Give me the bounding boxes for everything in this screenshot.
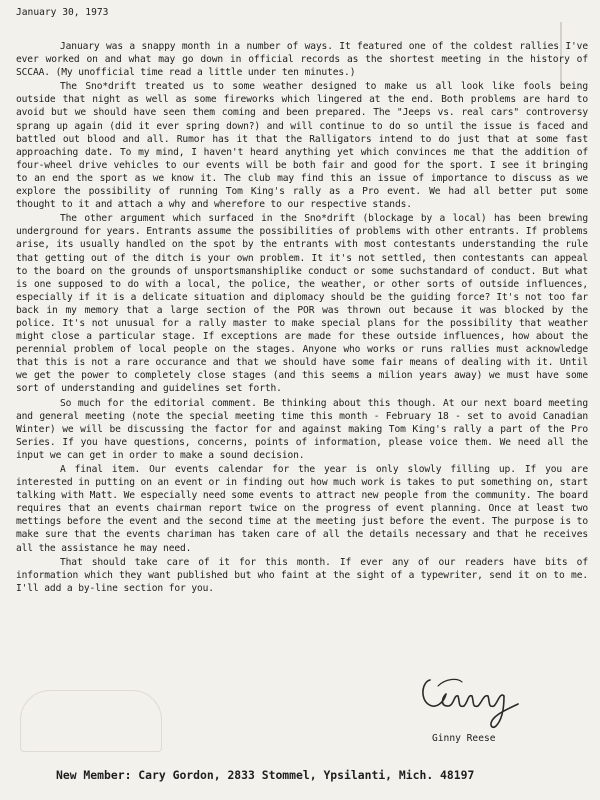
handwritten-signature bbox=[418, 672, 528, 736]
paragraph: A final item. Our events calendar for the year is only slowly filling up. If you are interested in putting on an event or in finding out how much work is takes to put something on, start talking with Matt. We especially need some events to attract new people from the community. The board requires that an events chairman report twice on the progress of event planning. Once at least two mettings before the event and the second time at the meeting just before the event. The purpose is to make sure that the events chariman has taken care of all the details necessary and that he receives all the assistance he may need. bbox=[16, 464, 588, 554]
letter-date: January 30, 1973 bbox=[16, 7, 109, 18]
letter-body bbox=[16, 40, 588, 596]
signature-image bbox=[418, 672, 528, 732]
new-member-notice: New Member: Cary Gordon, 2833 Stommel, Ypsilanti, Mich. 48197 bbox=[56, 768, 475, 782]
paragraph: So much for the editorial comment. Be thinking about this though. At our next board meeting and general meeting (note the special meeting time this month - February 18 - set to avoid Canadian Winter) we will be discussing the factor for and against making Tom King's rally a part of the Pro Series. If you have questions, concerns, points of information, please voice them. We need all the input we can get in order to make a sound decision. bbox=[16, 397, 588, 461]
paragraph: That should take care of it for this month. If ever any of our readers have bits of information which they want published but who faint at the sight of a typewriter, send it on to me. I'll add a by-line section for you. bbox=[16, 556, 588, 594]
paragraph: The Sno*drift treated us to some weather designed to make us all look like fools being outside that night as well as some fireworks which lingered at the end. Both problems are hard to avoid but we should have seen them coming and been prepared. The "Jeeps vs. real cars" controversy sprang up again (did it ever spring down?) and will continue to do so until the issue is faced and battled out blood and all. Rumor has it that the Ralligators intend to do just that at some fast approaching date. To my mind, I haven't heard anything yet which convinces me that the addition of four-wheel drive vehicles to our events will be both fair and good for the sport. I see it bringing to an end the sport as we know it. The club may find this an issue of importance to discuss as we explore the possibility of running Tom King's rally as a Pro event. We had all better put some thought to it and attach a why and wherefore to our respective stands. bbox=[16, 81, 588, 211]
bleed-through-mark bbox=[20, 690, 162, 752]
author-name: Ginny Reese bbox=[432, 733, 496, 744]
paragraph: The other argument which surfaced in the Sno*drift (blockage by a local) has been brewing underground for years. Entrants assume the possibilities of problems with other entrants. If problems arise, its usually handled on the spot by the entrants with most contestants understanding the rule that getting out of the ditch is your own problem. It it's not settled, then contestants can appeal to the board on the grounds of unsportsmanshiplike conduct or some suchstandard of conduct. But what is one supposed to do with a local, the police, the weather, or other sorts of outside influences, especially if it is a delicate situation and diplomacy should be the guiding force? It's not too far back in my memory that a large section of the POR was thrown out because it was blocked by the police. It's not unusual for a rally master to make special plans for the possibility that weather might close a particular stage. If exceptions are made for these outside influences, how about the perennial problem of local people on the stages. Anyone who works or runs rallies must acknowledge that this is not a rare occurance and that we should have some fair means of dealing with it. Until we get the power to completely close stages (and this seems a milion years away) we must have some sort of understanding and guidelines set forth. bbox=[16, 213, 588, 395]
paragraph: January was a snappy month in a number of ways. It featured one of the coldest rallies I've ever worked on and what may go down in official records as the shortest meeting in the history of SCCAA. (My unofficial time read a little under ten minutes.) bbox=[16, 41, 588, 79]
